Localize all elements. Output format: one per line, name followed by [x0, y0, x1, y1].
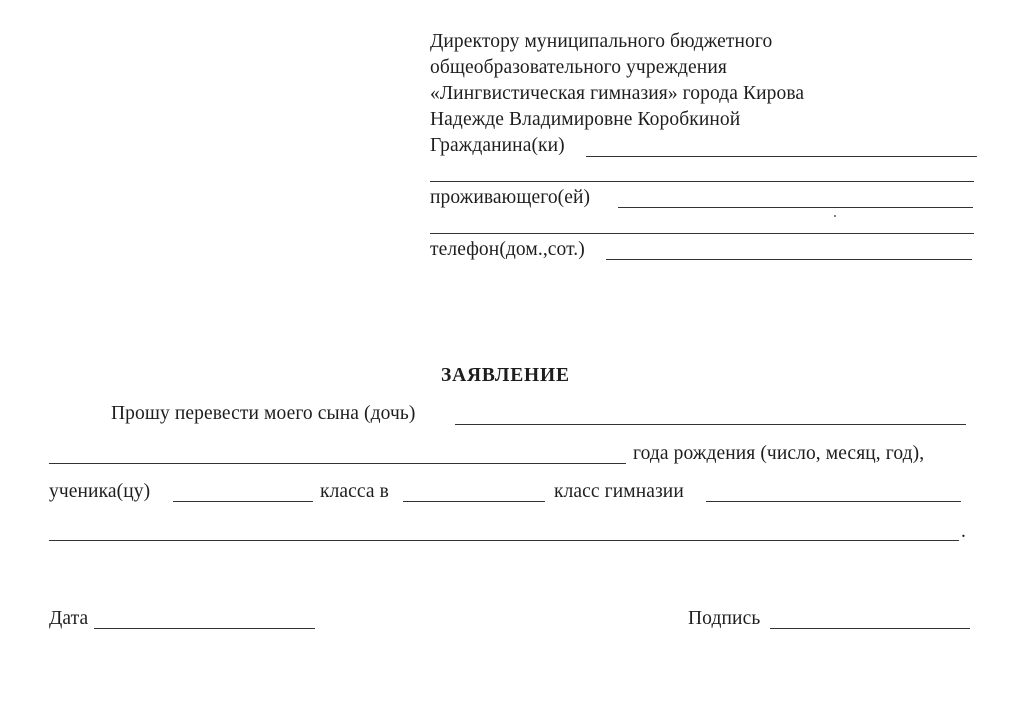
birth-date-field[interactable]	[49, 463, 626, 464]
signature-label: Подпись	[688, 608, 761, 629]
addressee-line-3: «Лингвистическая гимназия» города Кирова	[430, 83, 805, 104]
citizen-field-line-2[interactable]	[430, 181, 974, 182]
phone-field[interactable]	[606, 259, 972, 260]
birth-label: года рождения (число, месяц, год),	[633, 443, 925, 464]
date-label: Дата	[49, 608, 89, 629]
residing-field-line-2[interactable]	[430, 233, 974, 234]
target-class-field[interactable]	[403, 501, 545, 502]
residing-label: проживающего(ей)	[430, 187, 591, 208]
date-field[interactable]	[94, 628, 315, 629]
residing-field[interactable]	[618, 207, 973, 208]
gym-class-label: класс гимназии	[554, 481, 684, 502]
scan-speck	[834, 215, 836, 217]
addressee-line-1: Директору муниципального бюджетного	[430, 31, 773, 52]
end-period: .	[961, 521, 966, 542]
phone-label: телефон(дом.,сот.)	[430, 239, 585, 260]
gym-class-field[interactable]	[706, 501, 961, 502]
addressee-line-2: общеобразовательного учреждения	[430, 57, 727, 78]
citizen-label: Гражданина(ки)	[430, 135, 565, 156]
additional-info-field[interactable]	[49, 540, 959, 541]
current-class-field[interactable]	[173, 501, 313, 502]
signature-field[interactable]	[770, 628, 970, 629]
document-title: ЗАЯВЛЕНИЕ	[441, 365, 570, 386]
citizen-field[interactable]	[586, 156, 977, 157]
addressee-line-4: Надежде Владимировне Коробкиной	[430, 109, 741, 130]
request-label: Прошу перевести моего сына (дочь)	[111, 403, 416, 424]
student-label: ученика(цу)	[49, 481, 151, 502]
child-name-field[interactable]	[455, 424, 966, 425]
class-label: класса в	[320, 481, 389, 502]
